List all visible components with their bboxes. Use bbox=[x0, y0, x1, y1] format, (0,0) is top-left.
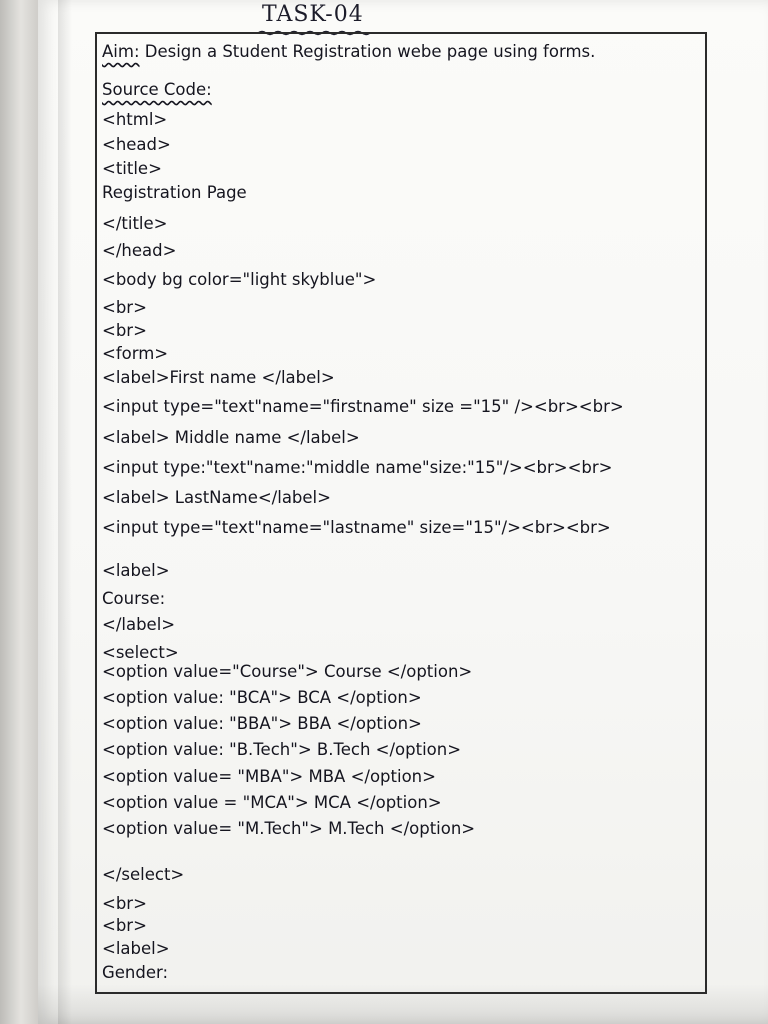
code-line: <form> bbox=[102, 344, 169, 363]
code-line: Course: bbox=[102, 589, 166, 608]
page-margin-shadow bbox=[58, 0, 72, 1024]
code-line: <option value: "BBA"> BBA </option> bbox=[102, 714, 422, 733]
aim-label: Aim: bbox=[102, 42, 140, 61]
code-line: <html> bbox=[102, 110, 168, 129]
aim-line bbox=[102, 44, 595, 61]
code-line: <label> Middle name </label> bbox=[102, 428, 360, 447]
code-line: </label> bbox=[102, 615, 176, 634]
code-line: <option value = "MCA"> MCA </option> bbox=[102, 793, 442, 812]
code-line: <option value= "MBA"> MBA </option> bbox=[102, 767, 436, 786]
task-title: TASK-04 bbox=[262, 2, 364, 27]
code-line: <br> bbox=[102, 298, 147, 317]
code-line: <input type="text"name="lastname" size="15"/><br><br> bbox=[102, 518, 611, 537]
code-line: </select> bbox=[102, 865, 185, 884]
code-line: <br> bbox=[102, 894, 147, 913]
code-line: <input type:"text"name:"middle name"size:"15"/><br><br> bbox=[102, 458, 613, 477]
code-line: <head> bbox=[102, 135, 171, 154]
code-line: <title> bbox=[102, 159, 162, 178]
code-line: <br> bbox=[102, 321, 147, 340]
code-line: </title> bbox=[102, 214, 168, 233]
code-line: <input type="text"name="firstname" size ="15" /><br><br> bbox=[102, 397, 624, 416]
code-line: <label>First name </label> bbox=[102, 368, 335, 387]
source-code-heading bbox=[102, 82, 212, 99]
code-line: <label> bbox=[102, 939, 170, 958]
code-line: <option value= "M.Tech"> M.Tech </option> bbox=[102, 819, 476, 838]
code-line: <select> bbox=[102, 643, 179, 662]
code-line: Registration Page bbox=[102, 183, 247, 202]
code-line: <option value="Course"> Course </option> bbox=[102, 662, 473, 681]
code-line: <br> bbox=[102, 916, 147, 935]
code-line: <option value: "BCA"> BCA </option> bbox=[102, 688, 422, 707]
aim-text: Design a Student Registration webe page using forms. bbox=[144, 42, 596, 61]
page-border-box bbox=[95, 32, 707, 994]
code-line: <label> bbox=[102, 561, 170, 580]
source-code-heading-text: Source Code: bbox=[102, 80, 212, 99]
notebook-spine bbox=[0, 0, 38, 1024]
code-line: <option value: "B.Tech"> B.Tech </option> bbox=[102, 740, 462, 759]
code-line: Gender: bbox=[102, 963, 169, 982]
code-line: <body bg color="light skyblue"> bbox=[102, 270, 377, 289]
code-line: </head> bbox=[102, 241, 177, 260]
code-line: <label> LastName</label> bbox=[102, 488, 331, 507]
